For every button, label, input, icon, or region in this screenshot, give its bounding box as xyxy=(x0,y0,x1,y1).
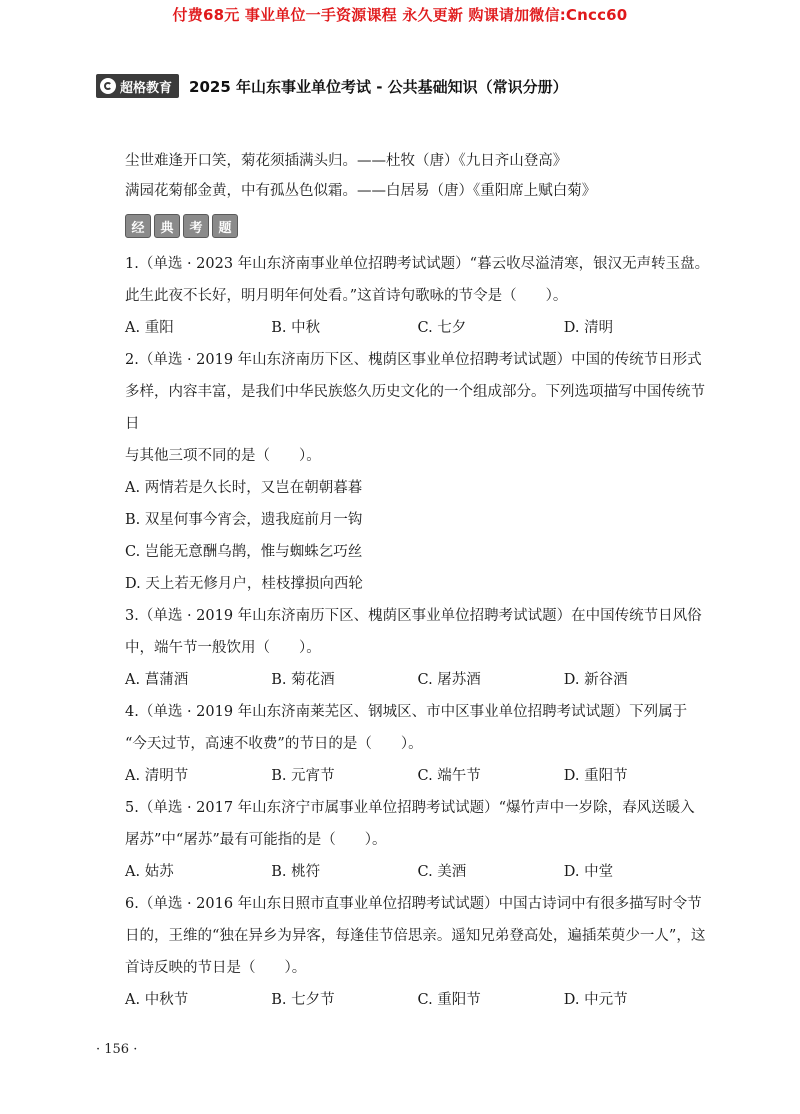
poem-line: 尘世难逢开口笑，菊花须插满头归。——杜牧（唐）《九日齐山登高》 xyxy=(125,153,568,169)
question-text: 中，端午节一般饮用（ ）。 xyxy=(125,640,321,656)
question-text: 首诗反映的节日是（ ）。 xyxy=(125,960,307,976)
question-text: 屠苏”中“屠苏”最有可能指的是（ ）。 xyxy=(125,832,387,848)
page-number: · 156 · xyxy=(96,1042,138,1057)
question-5 xyxy=(125,792,710,888)
option: C. 七夕 xyxy=(417,320,467,336)
question-text: 2.（单选 · 2019 年山东济南历下区、槐荫区事业单位招聘考试试题）中国的传统节日形式 xyxy=(125,352,702,368)
option: D. 新谷酒 xyxy=(563,672,628,688)
question-4 xyxy=(125,696,710,792)
option: A. 姑苏 xyxy=(125,864,174,880)
options-row xyxy=(125,856,710,888)
promo-banner: 付费68元 事业单位一手资源课程 永久更新 购课请加微信:Cncc60 xyxy=(172,6,628,24)
question-text: 此生此夜不长好，明月明年何处看。”这首诗句歌咏的节令是（ ）。 xyxy=(125,288,568,304)
header-title: 2025 年山东事业单位考试 - 公共基础知识（常识分册） xyxy=(189,77,568,96)
option: C. 重阳节 xyxy=(417,992,481,1008)
option: C. 屠苏酒 xyxy=(417,672,481,688)
page-header xyxy=(96,74,568,98)
question-text: 与其他三项不同的是（ ）。 xyxy=(125,448,321,464)
question-text: 多样，内容丰富，是我们中华民族悠久历史文化的一个组成部分。下列选项描写中国传统节日 xyxy=(125,384,705,432)
option: B. 七夕节 xyxy=(271,992,335,1008)
option: B. 元宵节 xyxy=(271,768,335,784)
option: A. 菖蒲酒 xyxy=(125,672,189,688)
option: D. 清明 xyxy=(563,320,614,336)
option: D. 中元节 xyxy=(563,992,628,1008)
section-badge xyxy=(125,214,710,238)
page-content xyxy=(125,146,710,1016)
option: A. 清明节 xyxy=(125,768,189,784)
question-text: 1.（单选 · 2023 年山东济南事业单位招聘考试试题）“暮云收尽溢清寒，银汉无声转玉盘。 xyxy=(125,256,710,272)
question-1 xyxy=(125,248,710,344)
question-text: 3.（单选 · 2019 年山东济南历下区、槐荫区事业单位招聘考试试题）在中国传统节日风俗 xyxy=(125,608,702,624)
options-row xyxy=(125,312,710,344)
option: C. 美酒 xyxy=(417,864,467,880)
option: A. 两情若是久长时，又岂在朝朝暮暮 xyxy=(125,480,363,496)
question-2 xyxy=(125,344,710,600)
option: B. 中秋 xyxy=(271,320,321,336)
option: B. 菊花酒 xyxy=(271,672,335,688)
poem-line: 满园花菊郁金黄，中有孤丛色似霜。——白居易（唐）《重阳席上赋白菊》 xyxy=(125,183,597,199)
option: A. 重阳 xyxy=(125,320,174,336)
option: D. 重阳节 xyxy=(563,768,628,784)
option: D. 天上若无修月户，桂枝撑损向西轮 xyxy=(125,576,363,592)
badge-char: 题 xyxy=(212,214,238,238)
options-row xyxy=(125,984,710,1016)
option: D. 中堂 xyxy=(563,864,614,880)
question-3 xyxy=(125,600,710,696)
question-text: “今天过节，高速不收费”的节日的是（ ）。 xyxy=(125,736,423,752)
option: A. 中秋节 xyxy=(125,992,189,1008)
logo-icon xyxy=(100,78,116,94)
question-6 xyxy=(125,888,710,1016)
publisher-logo xyxy=(96,74,179,98)
question-text: 6.（单选 · 2016 年山东日照市直事业单位招聘考试试题）中国古诗词中有很多描写时令节 xyxy=(125,896,702,912)
badge-char: 考 xyxy=(183,214,209,238)
option: C. 端午节 xyxy=(417,768,481,784)
question-text: 4.（单选 · 2019 年山东济南莱芜区、钢城区、市中区事业单位招聘考试试题）下列属于 xyxy=(125,704,688,720)
badge-char: 经 xyxy=(125,214,151,238)
badge-char: 典 xyxy=(154,214,180,238)
options-row xyxy=(125,664,710,696)
options-row xyxy=(125,760,710,792)
question-text: 5.（单选 · 2017 年山东济宁市属事业单位招聘考试试题）“爆竹声中一岁除，春风送暖入 xyxy=(125,800,695,816)
logo-text: 超格教育 xyxy=(120,80,173,96)
question-text: 日的，王维的“独在异乡为异客，每逢佳节倍思亲。遥知兄弟登高处，遍插茱萸少一人”，这 xyxy=(125,928,706,944)
option: C. 岂能无意酬乌鹊，惟与蜘蛛乞巧丝 xyxy=(125,544,363,560)
option: B. 双星何事今宵会，遗我庭前月一钩 xyxy=(125,512,363,528)
option: B. 桃符 xyxy=(271,864,321,880)
